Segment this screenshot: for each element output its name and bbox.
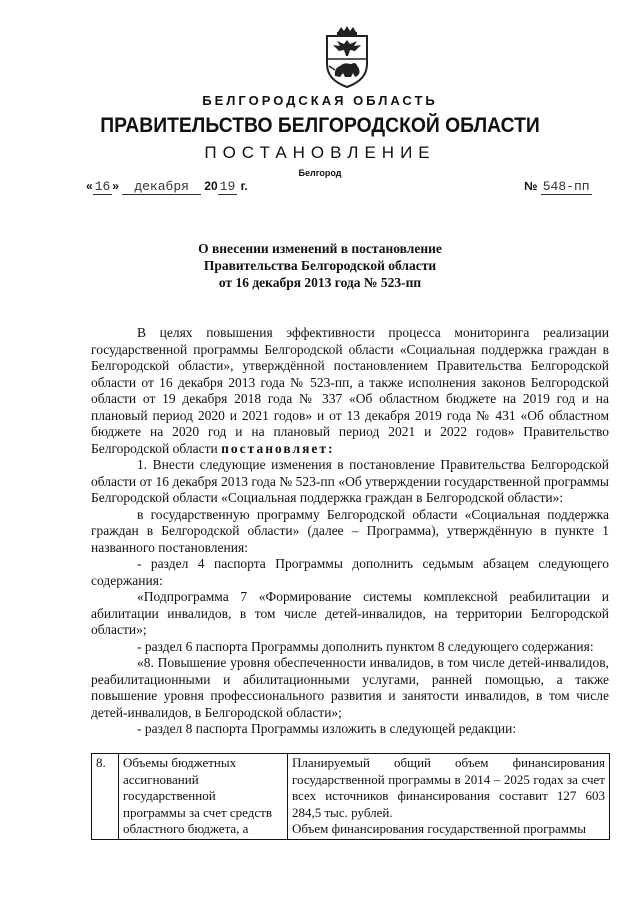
program-table — [91, 753, 610, 840]
number-label: № — [524, 179, 538, 193]
label-line: программы за счет средств — [123, 804, 272, 820]
number-value: 548-пп — [542, 179, 590, 194]
region-heading: БЕЛГОРОДСКАЯ ОБЛАСТЬ — [202, 93, 438, 108]
document-body — [91, 325, 609, 738]
date-close-quote: » — [112, 179, 119, 193]
title-line-2: Правительства Белгородской области — [203, 258, 437, 273]
label-line: областного бюджета, а — [123, 821, 249, 836]
date-year-prefix: 20 — [204, 179, 218, 193]
paragraph-program: в государственную программу Белгородской области «Социальная поддержка граждан в Белгородской области» (далее – Программа), утверждённую в пункте 1 названного постановления: — [91, 506, 609, 555]
date-month: декабря — [122, 179, 201, 195]
city-label: Белгород — [298, 168, 342, 178]
label-line: ассигнований — [123, 771, 199, 787]
paragraph-item-1: 1. Внести следующие изменения в постановление Правительства Белгородской области от 16 декабря 2013 года № 523-пп «Об утверждении государственной программы Белгородской области «Социальная поддержка граждан в Белгородской области»: — [91, 457, 609, 505]
document-number — [524, 179, 592, 194]
table-row — [92, 754, 610, 840]
date-day: 16 — [94, 179, 111, 194]
table-row-number: 8. — [92, 754, 119, 840]
resolves-verb: постановляет: — [221, 440, 335, 456]
coat-of-arms-emblem — [321, 26, 373, 88]
title-line-3: от 16 декабря 2013 года № 523-пп — [218, 275, 422, 290]
paragraph-section-6: - раздел 6 паспорта Программы дополнить пунктом 8 следующего содержания: — [137, 638, 594, 654]
preamble-text: В целях повышения эффективности процесса мониторинга реализации государственной программы Белгородской области «Социальная поддержка граждан в Белгородской области», утверждённой постановлением Правительства Белгородской области от 16 декабря 2013 года № 523-пп, а также исполнения законов Белгородской области от 19 декабря 2018 года № 337 «Об областном бюджете на 2019 год и на плановый период 2020 и 2021 годов» и от 13 декабря 2019 года № 431 «Об областном бюджете на 2020 год и на плановый период 2021 и 2022 годов» Правительство Белгородской области — [91, 325, 609, 456]
document-date — [86, 179, 248, 194]
document-type-heading: ПОСТАНОВЛЕНИЕ — [204, 143, 436, 162]
preamble-paragraph — [91, 325, 609, 457]
label-line: государственной — [123, 788, 216, 803]
paragraph-item-8: «8. Повышение уровня обеспеченности инвалидов, в том числе детей-инвалидов, реабилитационными и абилитационными услугами, ранней помощью, а также повышение уровня профессионального развития и занятости инвалидов, в том числе детей-инвалидов, в Белгородской области»; — [91, 655, 609, 720]
government-heading: ПРАВИТЕЛЬСТВО БЕЛГОРОДСКОЙ ОБЛАСТИ — [100, 114, 540, 137]
paragraph-section-8: - раздел 8 паспорта Программы изложить в следующей редакции: — [137, 721, 517, 736]
date-year-label: г. — [240, 179, 248, 193]
document-title — [0, 240, 640, 291]
date-year-suffix: 19 — [219, 179, 236, 194]
paragraph-subprogram-7: «Подпрограмма 7 «Формирование системы комплексной реабилитации и абилитации инвалидов, в том числе детей-инвалидов, на территории Белгородской области»; — [91, 589, 609, 637]
date-open-quote: « — [86, 179, 93, 193]
value-paragraph-2: Объем финансирования государственной программы — [292, 821, 586, 836]
table-label-cell — [119, 754, 288, 840]
paragraph-section-4: - раздел 4 паспорта Программы дополнить седьмым абзацем следующего содержания: — [91, 556, 609, 588]
value-paragraph-1: Планируемый общий объем финансирования государственной программы в 2014 – 2025 годах за счет всех источников финансирования составит 127 603 284,5 тыс. рублей. — [292, 755, 605, 820]
table-value-cell — [288, 754, 610, 840]
title-line-1: О внесении изменений в постановление — [198, 241, 442, 256]
label-line: Объемы бюджетных — [123, 755, 237, 770]
